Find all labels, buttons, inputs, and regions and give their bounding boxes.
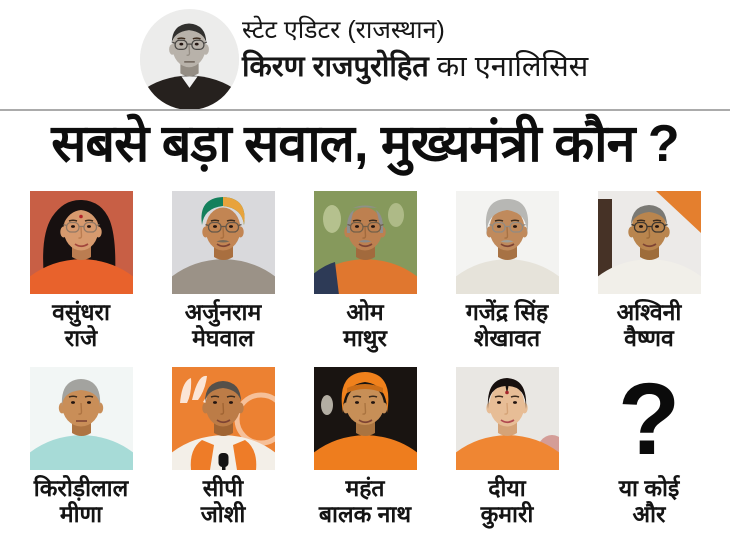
candidate-card-someone-else xyxy=(578,361,720,540)
name-line: बालक नाथ xyxy=(318,501,412,527)
candidates-grid xyxy=(0,188,730,540)
name-line: अर्जुनराम xyxy=(184,299,262,325)
name-line: मेघवाल xyxy=(192,325,254,351)
name-line: जोशी xyxy=(200,501,246,527)
candidate-name xyxy=(343,299,387,351)
portrait-mahant-balak-nath xyxy=(314,367,417,470)
candidate-card-arjunram-meghwal xyxy=(152,188,294,364)
name-line: दीया xyxy=(488,475,526,501)
name-line: वसुंधरा xyxy=(52,299,110,325)
candidate-name xyxy=(34,475,128,527)
portrait-om-mathur xyxy=(314,191,417,294)
name-line: शेखावत xyxy=(473,325,541,351)
name-line: मीणा xyxy=(59,501,103,527)
candidate-card-kirodi-lal-meena xyxy=(10,364,152,540)
candidate-card-vasundhara-raje xyxy=(10,188,152,364)
portrait-gajendra-singh-shekhawat xyxy=(456,191,559,294)
candidate-name xyxy=(619,475,680,527)
name-line: और xyxy=(632,501,666,527)
name-line: कुमारी xyxy=(480,501,534,527)
name-line: राजे xyxy=(64,325,98,351)
candidate-card-cp-joshi xyxy=(152,364,294,540)
headline: सबसे बड़ा सवाल, मुख्यमंत्री कौन ? xyxy=(51,115,679,173)
portrait-ashwini-vaishnaw xyxy=(598,191,701,294)
portrait-arjunram-meghwal xyxy=(172,191,275,294)
name-line: ओम xyxy=(346,299,384,325)
candidate-card-om-mathur xyxy=(294,188,436,364)
name-line: माथुर xyxy=(343,325,387,351)
candidate-name xyxy=(481,475,534,527)
editor-byline-block xyxy=(242,14,588,87)
candidate-name xyxy=(466,299,548,351)
portrait-diya-kumari xyxy=(456,367,559,470)
editor-byline xyxy=(242,47,588,87)
portrait-vasundhara-raje xyxy=(30,191,133,294)
question-mark: ? xyxy=(617,361,681,476)
name-line: अश्विनी xyxy=(616,299,682,325)
candidate-name xyxy=(185,299,262,351)
candidate-name xyxy=(617,299,682,351)
name-line: या कोई xyxy=(618,475,680,501)
byline-suffix: का एनालिसिस xyxy=(428,51,589,83)
portrait-cp-joshi xyxy=(172,367,275,470)
name-line: महंत xyxy=(345,475,385,501)
portrait-kirodi-lal-meena xyxy=(30,367,133,470)
candidate-card-gajendra-singh-shekhawat xyxy=(436,188,578,364)
editor-avatar xyxy=(140,9,239,110)
question-mark-slot xyxy=(598,361,701,476)
editor-name: किरण राजपुरोहित xyxy=(242,51,429,83)
name-line: सीपी xyxy=(202,475,244,501)
editor-role: स्टेट एडिटर (राजस्थान) xyxy=(242,16,445,44)
candidate-name xyxy=(201,475,246,527)
candidate-card-mahant-balak-nath xyxy=(294,364,436,540)
candidate-name xyxy=(319,475,411,527)
candidate-card-ashwini-vaishnaw xyxy=(578,188,720,364)
candidate-name xyxy=(52,299,110,351)
name-line: वैष्णव xyxy=(624,325,674,351)
name-line: किरोड़ीलाल xyxy=(33,475,129,501)
name-line: गजेंद्र सिंह xyxy=(465,299,549,325)
candidate-card-diya-kumari xyxy=(436,364,578,540)
